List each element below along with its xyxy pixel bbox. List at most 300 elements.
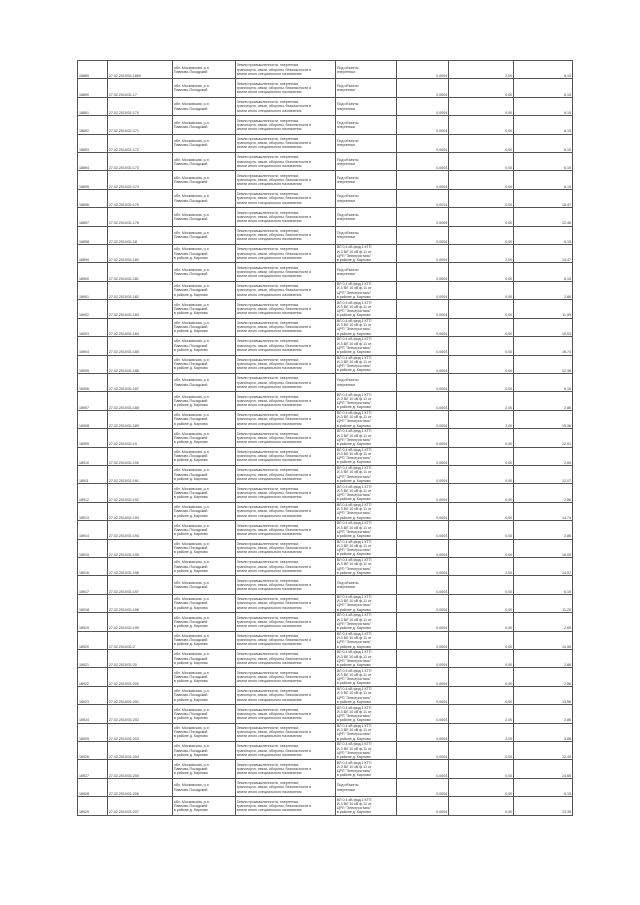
location-cell: обл. Московская, р-н Павлово-Посадский в районе д. Карпово (172, 337, 235, 355)
permitted-use-cell: ВЛ 0,4 кВ фид.1 КТП И-3 ВЛ 10 кВ ф.11 от ЦРП "Электросталь" в районе д. Карпово (335, 355, 396, 373)
share-cell: 0,00 (449, 281, 514, 299)
share-cell: 0,00 (449, 539, 514, 557)
share-cell: 0,00 (449, 521, 514, 539)
row-id-cell: 18906 (78, 373, 108, 391)
location-cell: обл. Московская, р-н Павлово-Посадский (172, 134, 235, 152)
location-cell: обл. Московская, р-н Павлово-Посадский в районе д. Карпово (172, 447, 235, 465)
table-row (78, 613, 573, 631)
value-cell: 11,59 (514, 300, 573, 318)
location-cell: обл. Московская, р-н Павлово-Посадский в районе д. Карпово (172, 502, 235, 520)
value-cell: 2,86 (514, 521, 573, 539)
land-category-cell: Земли промышленности, энергетики, транспорта, связи, обороны, безопасности и земли иного специального назначения (235, 594, 335, 612)
record-date-cell: 27.02.2010/31:181 (107, 263, 172, 281)
permitted-use-cell: ВЛ 0,4 кВ фид.1 КТП И-3 ВЛ 10 кВ ф.11 от ЦРП "Электросталь" в районе д. Карпово (335, 594, 396, 612)
table-row (78, 171, 573, 189)
row-id-cell: 18919 (78, 613, 108, 631)
land-category-cell: Земли промышленности, энергетики, транспорта, связи, обороны, безопасности и земли иного специального назначения (235, 208, 335, 226)
share-cell: 0,00 (449, 760, 514, 778)
share-cell: 0,00 (449, 631, 514, 649)
permitted-use-cell: Под объекты энергетики (335, 263, 396, 281)
share-cell: 2,00 (449, 557, 514, 575)
table-row (78, 742, 573, 760)
land-category-cell: Земли промышленности, энергетики, транспорта, связи, обороны, безопасности и земли иного специального назначения (235, 79, 335, 97)
share-cell: 0,00 (449, 79, 514, 97)
location-cell: обл. Московская, р-н Павлово-Посадский в районе д. Карпово (172, 465, 235, 483)
document-page (77, 60, 573, 816)
location-cell: обл. Московская, р-н Павлово-Посадский в районе д. Карпово (172, 705, 235, 723)
record-date-cell: 27.02.2010/31:189 (107, 410, 172, 428)
table-row (78, 778, 573, 796)
table-row (78, 521, 573, 539)
row-id-cell: 18928 (78, 778, 108, 796)
location-cell: обл. Московская, р-н Павлово-Посадский в районе д. Карпово (172, 594, 235, 612)
location-cell: обл. Московская, р-н Павлово-Посадский (172, 373, 235, 391)
permitted-use-cell: Под объекты энергетики (335, 97, 396, 115)
land-category-cell: Земли промышленности, энергетики, транспорта, связи, обороны, безопасности и земли иного специального назначения (235, 392, 335, 410)
record-date-cell: 27.02.2010/31:182 (107, 281, 172, 299)
area-cell: 0,0004 (396, 760, 449, 778)
record-date-cell: 27.02.2010/31:192 (107, 484, 172, 502)
table-row (78, 502, 573, 520)
record-date-cell: 27.02.2010/31:183 (107, 300, 172, 318)
value-cell: 2,86 (514, 650, 573, 668)
area-cell: 0,0004 (396, 263, 449, 281)
area-cell: 0,0004 (396, 281, 449, 299)
area-cell: 0,0004 (396, 429, 449, 447)
value-cell: 6,15 (514, 263, 573, 281)
permitted-use-cell: ВЛ 0,4 кВ фид.1 КТП И-3 ВЛ 10 кВ ф.11 от ЦРП "Электросталь" в районе д. Карпово (335, 613, 396, 631)
land-category-cell: Земли промышленности, энергетики, транспорта, связи, обороны, безопасности и земли иного специального назначения (235, 686, 335, 704)
record-date-cell: 27.02.2010/31:199 (107, 613, 172, 631)
row-id-cell: 18899 (78, 245, 108, 263)
permitted-use-cell: ВЛ 0,4 кВ фид.1 КТП И-3 ВЛ 10 кВ ф.11 от ЦРП "Электросталь" в районе д. Карпово (335, 797, 396, 815)
share-cell: 0,00 (449, 797, 514, 815)
area-cell: 0,0004 (396, 226, 449, 244)
location-cell: обл. Московская, р-н Павлово-Посадский в районе д. Карпово (172, 300, 235, 318)
land-category-cell: Земли промышленности, энергетики, транспорта, связи, обороны, безопасности и земли иного специального назначения (235, 723, 335, 741)
record-date-cell: 27.02.2010/31:174 (107, 171, 172, 189)
permitted-use-cell: ВЛ 0,4 кВ фид.1 КТП И-3 ВЛ 10 кВ ф.11 от ЦРП "Электросталь" в районе д. Карпово (335, 668, 396, 686)
value-cell: 2,86 (514, 281, 573, 299)
area-cell: 0,0009 (396, 208, 449, 226)
row-id-cell: 18929 (78, 797, 108, 815)
land-category-cell: Земли промышленности, энергетики, транспорта, связи, обороны, безопасности и земли иного специального назначения (235, 116, 335, 134)
area-cell: 0,0004 (396, 742, 449, 760)
record-date-cell: 27.02.2010/31:200 (107, 668, 172, 686)
table-row (78, 484, 573, 502)
permitted-use-cell: ВЛ 0,4 кВ фид.1 КТП И-3 ВЛ 10 кВ ф.11 от ЦРП "Электросталь" в районе д. Карпово (335, 502, 396, 520)
permitted-use-cell: ВЛ 0,4 кВ фид.1 КТП И-3 ВЛ 10 кВ ф.11 от ЦРП "Электросталь" в районе д. Карпово (335, 631, 396, 649)
table-row (78, 300, 573, 318)
permitted-use-cell: Под объекты энергетики (335, 373, 396, 391)
row-id-cell: 18907 (78, 392, 108, 410)
value-cell: 2,86 (514, 668, 573, 686)
location-cell: обл. Московская, р-н Павлово-Посадский в районе д. Карпово (172, 742, 235, 760)
location-cell: обл. Московская, р-н Павлово-Посадский в районе д. Карпово (172, 521, 235, 539)
row-id-cell: 18918 (78, 594, 108, 612)
value-cell: 2,69 (514, 613, 573, 631)
record-date-cell: 27.02.2010/31:173 (107, 153, 172, 171)
table-row (78, 116, 573, 134)
value-cell: 12,01 (514, 429, 573, 447)
row-id-cell: 18905 (78, 355, 108, 373)
land-category-cell: Земли промышленности, энергетики, транспорта, связи, обороны, безопасности и земли иного специального назначения (235, 134, 335, 152)
location-cell: обл. Московская, р-н Павлово-Посадский (172, 171, 235, 189)
row-id-cell: 18908 (78, 410, 108, 428)
permitted-use-cell: ВЛ 0,4 кВ фид.1 КТП И-3 ВЛ 10 кВ ф.11 от ЦРП "Электросталь" в районе д. Карпово (335, 392, 396, 410)
area-cell: 0,0004 (396, 576, 449, 594)
share-cell: 0,00 (449, 318, 514, 336)
area-cell: 0,0004 (396, 613, 449, 631)
permitted-use-cell: ВЛ 0,4 кВ фид.1 КТП И-3 ВЛ 10 кВ ф.11 от ЦРП "Электросталь" в районе д. Карпово (335, 723, 396, 741)
table-row (78, 668, 573, 686)
row-id-cell: 18897 (78, 208, 108, 226)
location-cell: обл. Московская, р-н Павлово-Посадский в районе д. Карпово (172, 631, 235, 649)
row-id-cell: 18920 (78, 631, 108, 649)
value-cell: 12,46 (514, 208, 573, 226)
area-cell: 0,0004 (396, 705, 449, 723)
row-id-cell: 18891 (78, 97, 108, 115)
area-cell: 0,0004 (396, 447, 449, 465)
share-cell: 2,00 (449, 61, 514, 79)
record-date-cell: 27.02.2010/31:18 (107, 226, 172, 244)
land-category-cell: Земли промышленности, энергетики, транспорта, связи, обороны, безопасности и земли иного специального назначения (235, 318, 335, 336)
area-cell: 0,0004 (396, 686, 449, 704)
area-cell: 0,0004 (396, 61, 449, 79)
table-row (78, 263, 573, 281)
row-id-cell: 18896 (78, 189, 108, 207)
location-cell: обл. Московская, р-н Павлово-Посадский (172, 208, 235, 226)
table-row (78, 760, 573, 778)
row-id-cell: 18902 (78, 300, 108, 318)
permitted-use-cell: ВЛ 0,4 кВ фид.1 КТП И-3 ВЛ 10 кВ ф.11 от ЦРП "Электросталь" в районе д. Карпово (335, 484, 396, 502)
land-category-cell: Земли промышленности, энергетики, транспорта, связи, обороны, безопасности и земли иного специального назначения (235, 521, 335, 539)
location-cell: обл. Московская, р-н Павлово-Посадский в районе д. Карпово (172, 245, 235, 263)
value-cell: 6,15 (514, 153, 573, 171)
permitted-use-cell: ВЛ 0,4 кВ фид.1 КТП И-3 ВЛ 10 кВ ф.11 от ЦРП "Электросталь" в районе д. Карпово (335, 650, 396, 668)
area-cell: 0,0004 (396, 171, 449, 189)
permitted-use-cell: ВЛ 0,4 кВ фид.1 КТП И-3 ВЛ 10 кВ ф.11 от ЦРП "Электросталь" в районе д. Карпово (335, 300, 396, 318)
area-cell: 0,0004 (396, 521, 449, 539)
permitted-use-cell: Под объекты энергетики (335, 134, 396, 152)
value-cell: 14,74 (514, 502, 573, 520)
row-id-cell: 18924 (78, 705, 108, 723)
land-category-cell: Земли промышленности, энергетики, транспорта, связи, обороны, безопасности и земли иного специального назначения (235, 429, 335, 447)
location-cell: обл. Московская, р-н Павлово-Посадский (172, 79, 235, 97)
land-category-cell: Земли промышленности, энергетики, транспорта, связи, обороны, безопасности и земли иного специального назначения (235, 410, 335, 428)
value-cell: 2,86 (514, 392, 573, 410)
area-cell: 0,0014 (396, 189, 449, 207)
share-cell: 0,00 (449, 208, 514, 226)
table-row (78, 723, 573, 741)
row-id-cell: 18895 (78, 171, 108, 189)
land-category-cell: Земли промышленности, энергетики, транспорта, связи, обороны, безопасности и земли иного специального назначения (235, 613, 335, 631)
permitted-use-cell: ВЛ 0,4 кВ фид.1 КТП И-3 ВЛ 10 кВ ф.11 от ЦРП "Электросталь" в районе д. Карпово (335, 245, 396, 263)
area-cell: 0,0004 (396, 778, 449, 796)
permitted-use-cell: Под объекты энергетики (335, 171, 396, 189)
permitted-use-cell: ВЛ 0,4 кВ фид.1 КТП И-3 ВЛ 10 кВ ф.11 от ЦРП "Электросталь" в районе д. Карпово (335, 760, 396, 778)
area-cell: 0,0004 (396, 318, 449, 336)
table-row (78, 355, 573, 373)
permitted-use-cell: Под объекты энергетики (335, 79, 396, 97)
record-date-cell: 27.02.2010/31:171 (107, 116, 172, 134)
row-id-cell: 18900 (78, 263, 108, 281)
record-date-cell: 27.02.2010/31:203 (107, 723, 172, 741)
land-category-cell: Земли промышленности, энергетики, транспорта, связи, обороны, безопасности и земли иного специального назначения (235, 465, 335, 483)
record-date-cell: 27.02.2010/31:202 (107, 705, 172, 723)
record-date-cell: 27.02.2010/31:180 (107, 245, 172, 263)
area-cell: 0,0004 (396, 410, 449, 428)
record-date-cell: 27.02.2010/31:207 (107, 797, 172, 815)
permitted-use-cell: Под объекты энергетики (335, 226, 396, 244)
table-row (78, 594, 573, 612)
area-cell: 0,0004 (396, 153, 449, 171)
record-date-cell: 27.02.2010/31:19 (107, 429, 172, 447)
land-category-cell: Земли промышленности, энергетики, транспорта, связи, обороны, безопасности и земли иного специального назначения (235, 502, 335, 520)
land-category-cell: Земли промышленности, энергетики, транспорта, связи, обороны, безопасности и земли иного специального назначения (235, 337, 335, 355)
location-cell: обл. Московская, р-н Павлово-Посадский в районе д. Карпово (172, 686, 235, 704)
land-category-cell: Земли промышленности, энергетики, транспорта, связи, обороны, безопасности и земли иного специального назначения (235, 153, 335, 171)
area-cell: 0,0004 (396, 594, 449, 612)
area-cell: 0,0004 (396, 502, 449, 520)
value-cell: 10,03 (514, 318, 573, 336)
share-cell: 0,00 (449, 484, 514, 502)
permitted-use-cell: ВЛ 0,4 кВ фид.1 КТП И-3 ВЛ 10 кВ ф.11 от ЦРП "Электросталь" в районе д. Карпово (335, 742, 396, 760)
record-date-cell: 27.02.2010/31:198 (107, 594, 172, 612)
location-cell: обл. Московская, р-н Павлово-Посадский в районе д. Карпово (172, 650, 235, 668)
value-cell: 2,69 (514, 447, 573, 465)
value-cell: 6,15 (514, 79, 573, 97)
share-cell: 0,00 (449, 189, 514, 207)
table-row (78, 79, 573, 97)
share-cell: 2,00 (449, 723, 514, 741)
area-cell: 0,0004 (396, 723, 449, 741)
location-cell: обл. Московская, р-н Павлово-Посадский в районе д. Карпово (172, 410, 235, 428)
table-row (78, 576, 573, 594)
value-cell: 12,07 (514, 465, 573, 483)
share-cell: 0,00 (449, 300, 514, 318)
share-cell: 0,00 (449, 226, 514, 244)
location-cell: обл. Московская, р-н Павлово-Посадский (172, 226, 235, 244)
area-cell: 0,0004 (396, 245, 449, 263)
permitted-use-cell: ВЛ 0,4 кВ фид.1 КТП И-3 ВЛ 10 кВ ф.11 от ЦРП "Электросталь" в районе д. Карпово (335, 429, 396, 447)
share-cell: 2,00 (449, 705, 514, 723)
land-category-cell: Земли промышленности, энергетики, транспорта, связи, обороны, безопасности и земли иного специального назначения (235, 778, 335, 796)
table-row (78, 373, 573, 391)
area-cell: 0,0004 (396, 116, 449, 134)
row-id-cell: 18894 (78, 153, 108, 171)
location-cell: обл. Московская, р-н Павлово-Посадский (172, 97, 235, 115)
area-cell: 0,0004 (396, 557, 449, 575)
area-cell: 0,0004 (396, 631, 449, 649)
share-cell: 0,00 (449, 594, 514, 612)
location-cell: обл. Московская, р-н Павлово-Посадский в районе д. Карпово (172, 723, 235, 741)
table-row (78, 465, 573, 483)
value-cell: 6,15 (514, 778, 573, 796)
table-row (78, 539, 573, 557)
land-category-cell: Земли промышленности, энергетики, транспорта, связи, обороны, безопасности и земли иного специального назначения (235, 97, 335, 115)
record-date-cell: 27.02.2010/31:201 (107, 686, 172, 704)
record-date-cell: 27.02.2010/31:20 (107, 650, 172, 668)
value-cell: 6,15 (514, 373, 573, 391)
land-category-cell: Земли промышленности, энергетики, транспорта, связи, обороны, безопасности и земли иного специального назначения (235, 742, 335, 760)
area-cell: 0,0004 (396, 797, 449, 815)
permitted-use-cell: Под объекты энергетики (335, 189, 396, 207)
value-cell: 14,07 (514, 557, 573, 575)
record-date-cell: 27.02.2010/31:205 (107, 760, 172, 778)
land-category-cell: Земли промышленности, энергетики, транспорта, связи, обороны, безопасности и земли иного специального назначения (235, 281, 335, 299)
location-cell: обл. Московская, р-н Павлово-Посадский в районе д. Карпово (172, 318, 235, 336)
value-cell: 18,47 (514, 189, 573, 207)
location-cell: обл. Московская, р-н Павлово-Посадский в районе д. Карпово (172, 484, 235, 502)
land-category-cell: Земли промышленности, энергетики, транспорта, связи, обороны, безопасности и земли иного специального назначения (235, 668, 335, 686)
value-cell: 12,49 (514, 742, 573, 760)
value-cell: 12,36 (514, 355, 573, 373)
row-id-cell: 18922 (78, 668, 108, 686)
share-cell: 2,00 (449, 410, 514, 428)
location-cell: обл. Московская, р-н Павлово-Посадский в районе д. Карпово (172, 392, 235, 410)
table-row (78, 686, 573, 704)
permitted-use-cell: ВЛ 0,4 кВ фид.1 КТП И-3 ВЛ 10 кВ ф.11 от ЦРП "Электросталь" в районе д. Карпово (335, 465, 396, 483)
area-cell: 0,0004 (396, 337, 449, 355)
share-cell: 2,00 (449, 245, 514, 263)
table-row (78, 797, 573, 815)
table-body (78, 61, 573, 816)
table-row (78, 318, 573, 336)
permitted-use-cell: Под объекты энергетики (335, 61, 396, 79)
record-date-cell: 27.02.2010/31:195 (107, 539, 172, 557)
row-id-cell: 18914 (78, 521, 108, 539)
share-cell: 0,00 (449, 686, 514, 704)
row-id-cell: 18917 (78, 576, 108, 594)
share-cell: 0,00 (449, 429, 514, 447)
record-date-cell: 27.02.2010/31:188 (107, 392, 172, 410)
land-category-cell: Земли промышленности, энергетики, транспорта, связи, обороны, безопасности и земли иного специального назначения (235, 557, 335, 575)
row-id-cell: 18926 (78, 742, 108, 760)
location-cell: обл. Московская, р-н Павлово-Посадский в районе д. Карпово (172, 668, 235, 686)
land-category-cell: Земли промышленности, энергетики, транспорта, связи, обороны, безопасности и земли иного специального назначения (235, 797, 335, 815)
record-date-cell: 27.02.2010/31:191 (107, 465, 172, 483)
permitted-use-cell: ВЛ 0,4 кВ фид.1 КТП И-3 ВЛ 10 кВ ф.11 от ЦРП "Электросталь" в районе д. Карпово (335, 539, 396, 557)
record-date-cell: 27.02.2010/31:185 (107, 337, 172, 355)
share-cell: 0,00 (449, 502, 514, 520)
record-date-cell: 27.02.2010/31:197 (107, 576, 172, 594)
share-cell: 0,00 (449, 116, 514, 134)
permitted-use-cell: Под объекты энергетики (335, 778, 396, 796)
location-cell: обл. Московская, р-н Павлово-Посадский в районе д. Карпово (172, 557, 235, 575)
table-row (78, 208, 573, 226)
row-id-cell: 18904 (78, 337, 108, 355)
permitted-use-cell: Под объекты энергетики (335, 208, 396, 226)
value-cell: 15,36 (514, 410, 573, 428)
row-id-cell: 18889 (78, 61, 108, 79)
share-cell: 0,00 (449, 373, 514, 391)
share-cell: 0,00 (449, 742, 514, 760)
value-cell: 16,74 (514, 337, 573, 355)
table-row (78, 61, 573, 79)
permitted-use-cell: ВЛ 0,4 кВ фид.1 КТП И-3 ВЛ 10 кВ ф.11 от ЦРП "Электросталь" в районе д. Карпово (335, 447, 396, 465)
share-cell: 0,00 (449, 576, 514, 594)
land-category-cell: Земли промышленности, энергетики, транспорта, связи, обороны, безопасности и земли иного специального назначения (235, 263, 335, 281)
row-id-cell: 18892 (78, 116, 108, 134)
value-cell: 6,15 (514, 226, 573, 244)
area-cell: 0,0004 (396, 484, 449, 502)
table-row (78, 429, 573, 447)
permitted-use-cell: ВЛ 0,4 кВ фид.1 КТП И-3 ВЛ 10 кВ ф.11 от ЦРП "Электросталь" в районе д. Карпово (335, 410, 396, 428)
table-row (78, 153, 573, 171)
record-date-cell: 27.02.2010/31:2 (107, 631, 172, 649)
record-date-cell: 27.02.2010/31:1869 (107, 61, 172, 79)
share-cell: 0,00 (449, 668, 514, 686)
table-row (78, 134, 573, 152)
land-category-cell: Земли промышленности, энергетики, транспорта, связи, обороны, безопасности и земли иного специального назначения (235, 576, 335, 594)
land-category-cell: Земли промышленности, энергетики, транспорта, связи, обороны, безопасности и земли иного специального назначения (235, 373, 335, 391)
area-cell: 0,0004 (396, 539, 449, 557)
table-row (78, 392, 573, 410)
record-date-cell: 27.02.2010/31:196 (107, 557, 172, 575)
land-category-cell: Земли промышленности, энергетики, транспорта, связи, обороны, безопасности и земли иного специального назначения (235, 300, 335, 318)
value-cell: 6,15 (514, 61, 573, 79)
record-date-cell: 27.02.2010/31:193 (107, 502, 172, 520)
share-cell: 0,00 (449, 465, 514, 483)
share-cell: 2,00 (449, 392, 514, 410)
record-date-cell: 27.02.2010/31:190 (107, 447, 172, 465)
area-cell: 0,0004 (396, 373, 449, 391)
row-id-cell: 18913 (78, 502, 108, 520)
area-cell: 0,0004 (396, 465, 449, 483)
table-row (78, 189, 573, 207)
land-category-cell: Земли промышленности, энергетики, транспорта, связи, обороны, безопасности и земли иного специального назначения (235, 171, 335, 189)
table-row (78, 226, 573, 244)
land-category-cell: Земли промышленности, энергетики, транспорта, связи, обороны, безопасности и земли иного специального назначения (235, 650, 335, 668)
row-id-cell: 18921 (78, 650, 108, 668)
value-cell: 3,86 (514, 723, 573, 741)
record-date-cell: 27.02.2010/31:176 (107, 208, 172, 226)
row-id-cell: 18923 (78, 686, 108, 704)
table-row (78, 97, 573, 115)
record-date-cell: 27.02.2010/31:204 (107, 742, 172, 760)
share-cell: 0,00 (449, 355, 514, 373)
land-category-cell: Земли промышленности, энергетики, транспорта, связи, обороны, безопасности и земли иного специального назначения (235, 760, 335, 778)
share-cell: 0,00 (449, 171, 514, 189)
value-cell: 6,15 (514, 171, 573, 189)
share-cell: 0,00 (449, 447, 514, 465)
row-id-cell: 18915 (78, 539, 108, 557)
record-date-cell: 27.02.2010/31:206 (107, 778, 172, 796)
row-id-cell: 18903 (78, 318, 108, 336)
area-cell: 0,0004 (396, 355, 449, 373)
row-id-cell: 18916 (78, 557, 108, 575)
share-cell: 0,00 (449, 613, 514, 631)
value-cell: 6,15 (514, 576, 573, 594)
table-row (78, 337, 573, 355)
row-id-cell: 18898 (78, 226, 108, 244)
share-cell: 0,00 (449, 153, 514, 171)
table-row (78, 245, 573, 263)
location-cell: обл. Московская, р-н Павлово-Посадский в районе д. Карпово (172, 797, 235, 815)
area-cell: 0,0004 (396, 668, 449, 686)
permitted-use-cell: Под объекты энергетики (335, 576, 396, 594)
land-category-cell: Земли промышленности, энергетики, транспорта, связи, обороны, безопасности и земли иного специального назначения (235, 189, 335, 207)
value-cell: 14,65 (514, 760, 573, 778)
area-cell: 0,0004 (396, 392, 449, 410)
share-cell: 0,00 (449, 337, 514, 355)
land-category-cell: Земли промышленности, энергетики, транспорта, связи, обороны, безопасности и земли иного специального назначения (235, 245, 335, 263)
value-cell: 14,55 (514, 631, 573, 649)
location-cell: обл. Московская, р-н Павлово-Посадский в районе д. Карпово (172, 281, 235, 299)
row-id-cell: 18909 (78, 429, 108, 447)
permitted-use-cell: ВЛ 0,4 кВ фид.1 КТП И-3 ВЛ 10 кВ ф.11 от ЦРП "Электросталь" в районе д. Карпово (335, 281, 396, 299)
